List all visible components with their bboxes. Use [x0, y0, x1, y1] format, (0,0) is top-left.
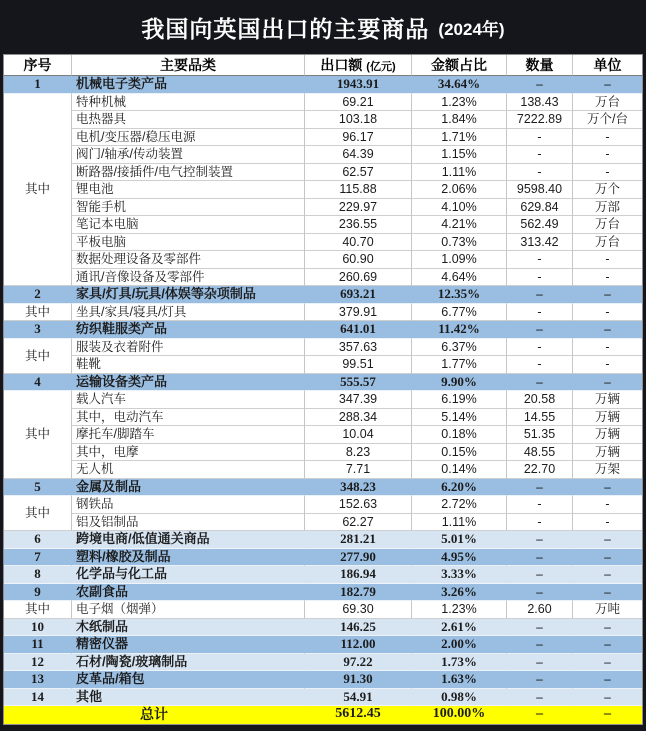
category-cell: 钢铁品 — [72, 496, 305, 514]
category-cell: 纺织鞋服类产品 — [72, 321, 305, 339]
unit-cell: 万辆 — [573, 409, 642, 427]
row-number: 6 — [4, 531, 72, 549]
table-row — [4, 356, 642, 374]
share-cell: 100.00% — [412, 706, 507, 724]
export-value-cell: 62.27 — [305, 514, 412, 532]
quantity-cell: - — [507, 146, 573, 164]
table-row — [4, 636, 642, 654]
table-row — [4, 146, 642, 164]
category-cell: 机械电子类产品 — [72, 76, 305, 94]
quantity-cell: – — [507, 706, 573, 724]
share-cell: 1.23% — [412, 601, 507, 619]
quantity-cell: – — [507, 321, 573, 339]
share-cell: 0.73% — [412, 234, 507, 252]
share-cell: 6.77% — [412, 304, 507, 322]
col-header-share: 金额占比 — [412, 55, 507, 76]
export-value-cell: 40.70 — [305, 234, 412, 252]
quantity-cell: – — [507, 479, 573, 497]
share-cell: 0.98% — [412, 689, 507, 707]
unit-cell: - — [573, 339, 642, 357]
share-cell: 4.10% — [412, 199, 507, 217]
quantity-cell: – — [507, 671, 573, 689]
quantity-cell: 51.35 — [507, 426, 573, 444]
subgroup-label: 其中 — [4, 496, 72, 531]
share-cell: 11.42% — [412, 321, 507, 339]
unit-cell: - — [573, 356, 642, 374]
category-cell: 平板电脑 — [72, 234, 305, 252]
row-number: 3 — [4, 321, 72, 339]
quantity-cell: 629.84 — [507, 199, 573, 217]
quantity-cell: – — [507, 689, 573, 707]
category-cell: 石材/陶瓷/玻璃制品 — [72, 654, 305, 672]
export-value-cell: 555.57 — [305, 374, 412, 392]
export-value-cell: 69.21 — [305, 94, 412, 112]
page-title: 我国向英国出口的主要商品 — [141, 15, 430, 42]
unit-cell: – — [573, 479, 642, 497]
table-row — [4, 531, 642, 549]
category-cell: 家具/灯具/玩具/体娱等杂项制品 — [72, 286, 305, 304]
share-cell: 5.14% — [412, 409, 507, 427]
category-cell: 服装及衣着附件 — [72, 339, 305, 357]
quantity-cell: 313.42 — [507, 234, 573, 252]
quantity-cell: 9598.40 — [507, 181, 573, 199]
table-row — [4, 164, 642, 182]
quantity-cell: – — [507, 549, 573, 567]
category-cell: 木纸制品 — [72, 619, 305, 637]
table-row — [4, 181, 642, 199]
table-row — [4, 479, 642, 497]
quantity-cell: – — [507, 531, 573, 549]
unit-cell: – — [573, 636, 642, 654]
export-table — [3, 54, 643, 725]
export-value-cell: 693.21 — [305, 286, 412, 304]
quantity-cell: – — [507, 286, 573, 304]
share-cell: 1.71% — [412, 129, 507, 147]
table-row — [4, 689, 642, 707]
row-number: 12 — [4, 654, 72, 672]
share-cell: 4.64% — [412, 269, 507, 287]
table-row — [4, 549, 642, 567]
table-row — [4, 339, 642, 357]
category-cell: 铝及铝制品 — [72, 514, 305, 532]
quantity-cell: - — [507, 269, 573, 287]
unit-cell: – — [573, 706, 642, 724]
share-cell: 1.11% — [412, 164, 507, 182]
quantity-cell: 20.58 — [507, 391, 573, 409]
table-row — [4, 409, 642, 427]
table-row — [4, 286, 642, 304]
subgroup-label: 其中 — [4, 391, 72, 479]
total-row — [4, 706, 642, 724]
export-value-cell: 5612.45 — [305, 706, 412, 724]
export-value-cell: 97.22 — [305, 654, 412, 672]
export-value-cell: 260.69 — [305, 269, 412, 287]
unit-cell: - — [573, 164, 642, 182]
share-cell: 1.11% — [412, 514, 507, 532]
category-cell: 农副食品 — [72, 584, 305, 602]
share-cell: 4.95% — [412, 549, 507, 567]
quantity-cell: - — [507, 356, 573, 374]
export-value-cell: 186.94 — [305, 566, 412, 584]
export-value-cell: 96.17 — [305, 129, 412, 147]
share-cell: 0.14% — [412, 461, 507, 479]
export-value-cell: 288.34 — [305, 409, 412, 427]
subgroup-label: 其中 — [4, 339, 72, 374]
unit-cell: – — [573, 654, 642, 672]
quantity-cell: 48.55 — [507, 444, 573, 462]
export-value-cell: 91.30 — [305, 671, 412, 689]
export-value-cell: 103.18 — [305, 111, 412, 129]
table-row — [4, 391, 642, 409]
share-cell: 0.18% — [412, 426, 507, 444]
export-value-cell: 7.71 — [305, 461, 412, 479]
table-row — [4, 304, 642, 322]
col-header-no: 序号 — [4, 55, 72, 76]
category-cell: 通讯/音像设备及零部件 — [72, 269, 305, 287]
table-row — [4, 129, 642, 147]
export-value-cell: 357.63 — [305, 339, 412, 357]
share-cell: 5.01% — [412, 531, 507, 549]
export-value-cell: 281.21 — [305, 531, 412, 549]
col-header-unit: 单位 — [573, 55, 642, 76]
unit-cell: – — [573, 671, 642, 689]
unit-cell: 万台 — [573, 234, 642, 252]
row-number: 7 — [4, 549, 72, 567]
unit-cell: – — [573, 374, 642, 392]
category-cell: 精密仪器 — [72, 636, 305, 654]
unit-cell: – — [573, 566, 642, 584]
unit-cell: 万个 — [573, 181, 642, 199]
share-cell: 1.77% — [412, 356, 507, 374]
table-row — [4, 321, 642, 339]
unit-cell: - — [573, 514, 642, 532]
share-cell: 1.63% — [412, 671, 507, 689]
share-cell: 2.00% — [412, 636, 507, 654]
subgroup-label: 其中 — [4, 94, 72, 287]
export-value-cell: 229.97 — [305, 199, 412, 217]
export-value-cell: 112.00 — [305, 636, 412, 654]
table-row — [4, 444, 642, 462]
unit-cell: – — [573, 286, 642, 304]
category-cell: 坐具/家具/寝具/灯具 — [72, 304, 305, 322]
table-row — [4, 234, 642, 252]
unit-cell: – — [573, 321, 642, 339]
unit-cell: - — [573, 251, 642, 269]
share-cell: 1.09% — [412, 251, 507, 269]
share-cell: 1.15% — [412, 146, 507, 164]
total-label: 总计 — [4, 706, 305, 724]
table-row — [4, 584, 642, 602]
quantity-cell: – — [507, 566, 573, 584]
export-value-cell: 347.39 — [305, 391, 412, 409]
quantity-cell: - — [507, 514, 573, 532]
unit-cell: 万台 — [573, 216, 642, 234]
category-cell: 无人机 — [72, 461, 305, 479]
quantity-cell: - — [507, 304, 573, 322]
table-row — [4, 94, 642, 112]
table-row — [4, 654, 642, 672]
export-value-cell: 8.23 — [305, 444, 412, 462]
row-number: 8 — [4, 566, 72, 584]
quantity-cell: 562.49 — [507, 216, 573, 234]
category-cell: 摩托车/脚踏车 — [72, 426, 305, 444]
table-row — [4, 269, 642, 287]
row-number: 9 — [4, 584, 72, 602]
category-cell: 化学品与化工品 — [72, 566, 305, 584]
quantity-cell: 22.70 — [507, 461, 573, 479]
category-cell: 塑料/橡胶及制品 — [72, 549, 305, 567]
share-cell: 12.35% — [412, 286, 507, 304]
export-value-cell: 236.55 — [305, 216, 412, 234]
share-cell: 3.26% — [412, 584, 507, 602]
row-number: 5 — [4, 479, 72, 497]
col-header-value — [305, 55, 412, 76]
quantity-cell: – — [507, 76, 573, 94]
unit-cell: - — [573, 496, 642, 514]
unit-cell: 万吨 — [573, 601, 642, 619]
unit-cell: – — [573, 689, 642, 707]
export-value-cell: 1943.91 — [305, 76, 412, 94]
quantity-cell: - — [507, 496, 573, 514]
export-value-cell: 115.88 — [305, 181, 412, 199]
row-number: 1 — [4, 76, 72, 94]
export-value-cell: 99.51 — [305, 356, 412, 374]
quantity-cell: 7222.89 — [507, 111, 573, 129]
category-cell: 其中，电动汽车 — [72, 409, 305, 427]
category-cell: 数据处理设备及零部件 — [72, 251, 305, 269]
title-year: (2024年) — [438, 19, 505, 39]
table-row — [4, 199, 642, 217]
unit-cell: 万台 — [573, 94, 642, 112]
table-row — [4, 76, 642, 94]
quantity-cell: 2.60 — [507, 601, 573, 619]
unit-cell: - — [573, 269, 642, 287]
table-row — [4, 496, 642, 514]
title-bar — [0, 0, 646, 54]
quantity-cell: – — [507, 584, 573, 602]
quantity-cell: 138.43 — [507, 94, 573, 112]
share-cell: 2.61% — [412, 619, 507, 637]
export-value-cell: 146.25 — [305, 619, 412, 637]
col-header-qty: 数量 — [507, 55, 573, 76]
share-cell: 6.37% — [412, 339, 507, 357]
unit-cell: 万架 — [573, 461, 642, 479]
export-value-cell: 64.39 — [305, 146, 412, 164]
quantity-cell: 14.55 — [507, 409, 573, 427]
col-header-value-label: 出口额 — [320, 57, 363, 73]
quantity-cell: – — [507, 654, 573, 672]
quantity-cell: - — [507, 339, 573, 357]
export-value-cell: 54.91 — [305, 689, 412, 707]
table-row — [4, 426, 642, 444]
category-cell: 断路器/接插件/电气控制装置 — [72, 164, 305, 182]
table-row — [4, 514, 642, 532]
category-cell: 电热器具 — [72, 111, 305, 129]
col-header-category: 主要品类 — [72, 55, 305, 76]
unit-cell: - — [573, 304, 642, 322]
category-cell: 运输设备类产品 — [72, 374, 305, 392]
table-row — [4, 216, 642, 234]
category-cell: 电机/变压器/稳压电源 — [72, 129, 305, 147]
share-cell: 9.90% — [412, 374, 507, 392]
share-cell: 2.06% — [412, 181, 507, 199]
unit-cell: – — [573, 531, 642, 549]
table-row — [4, 461, 642, 479]
table-row — [4, 111, 642, 129]
category-cell: 电子烟（烟弹） — [72, 601, 305, 619]
share-cell: 1.23% — [412, 94, 507, 112]
unit-cell: – — [573, 549, 642, 567]
row-number: 13 — [4, 671, 72, 689]
share-cell: 2.72% — [412, 496, 507, 514]
row-number: 2 — [4, 286, 72, 304]
export-value-cell: 60.90 — [305, 251, 412, 269]
row-number: 4 — [4, 374, 72, 392]
table-row — [4, 566, 642, 584]
share-cell: 4.21% — [412, 216, 507, 234]
share-cell: 6.19% — [412, 391, 507, 409]
table-body — [4, 76, 642, 724]
unit-cell: 万辆 — [573, 426, 642, 444]
quantity-cell: – — [507, 636, 573, 654]
table-row — [4, 374, 642, 392]
category-cell: 跨境电商/低值通关商品 — [72, 531, 305, 549]
quantity-cell: – — [507, 374, 573, 392]
export-value-cell: 379.91 — [305, 304, 412, 322]
category-cell: 金属及制品 — [72, 479, 305, 497]
export-value-cell: 10.04 — [305, 426, 412, 444]
export-value-cell: 62.57 — [305, 164, 412, 182]
category-cell: 皮革品/箱包 — [72, 671, 305, 689]
subgroup-label: 其中 — [4, 304, 72, 322]
category-cell: 智能手机 — [72, 199, 305, 217]
unit-cell: – — [573, 619, 642, 637]
export-value-cell: 182.79 — [305, 584, 412, 602]
category-cell: 阀门/轴承/传动装置 — [72, 146, 305, 164]
category-cell: 鞋靴 — [72, 356, 305, 374]
col-header-value-unit: (亿元) — [366, 61, 396, 73]
row-number: 11 — [4, 636, 72, 654]
share-cell: 34.64% — [412, 76, 507, 94]
unit-cell: 万辆 — [573, 444, 642, 462]
share-cell: 1.73% — [412, 654, 507, 672]
category-cell: 特种机械 — [72, 94, 305, 112]
quantity-cell: – — [507, 619, 573, 637]
quantity-cell: - — [507, 251, 573, 269]
category-cell: 其他 — [72, 689, 305, 707]
export-value-cell: 348.23 — [305, 479, 412, 497]
export-value-cell: 641.01 — [305, 321, 412, 339]
export-value-cell: 69.30 — [305, 601, 412, 619]
unit-cell: 万辆 — [573, 391, 642, 409]
unit-cell: 万部 — [573, 199, 642, 217]
header-row — [4, 55, 642, 76]
subgroup-label: 其中 — [4, 601, 72, 619]
row-number: 14 — [4, 689, 72, 707]
table-row — [4, 671, 642, 689]
quantity-cell: - — [507, 129, 573, 147]
share-cell: 6.20% — [412, 479, 507, 497]
unit-cell: – — [573, 76, 642, 94]
table-row — [4, 601, 642, 619]
export-value-cell: 277.90 — [305, 549, 412, 567]
table-row — [4, 619, 642, 637]
unit-cell: 万个/台 — [573, 111, 642, 129]
row-number: 10 — [4, 619, 72, 637]
share-cell: 0.15% — [412, 444, 507, 462]
category-cell: 其中，电摩 — [72, 444, 305, 462]
unit-cell: - — [573, 146, 642, 164]
table-row — [4, 251, 642, 269]
category-cell: 锂电池 — [72, 181, 305, 199]
category-cell: 笔记本电脑 — [72, 216, 305, 234]
export-value-cell: 152.63 — [305, 496, 412, 514]
share-cell: 3.33% — [412, 566, 507, 584]
category-cell: 载人汽车 — [72, 391, 305, 409]
share-cell: 1.84% — [412, 111, 507, 129]
quantity-cell: - — [507, 164, 573, 182]
unit-cell: – — [573, 584, 642, 602]
unit-cell: - — [573, 129, 642, 147]
